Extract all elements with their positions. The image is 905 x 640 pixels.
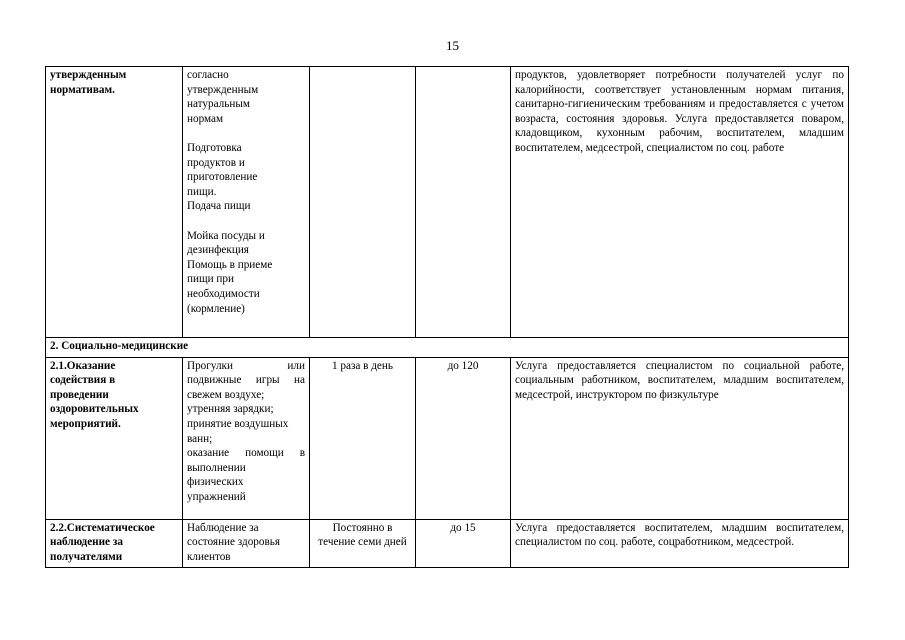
services-table: [45, 66, 849, 568]
blank-line: [187, 214, 305, 229]
cost-cell: до 15: [416, 519, 511, 568]
section-heading: 2. Социально-медицинские: [46, 338, 849, 358]
action-line: Наблюдение за: [187, 521, 259, 534]
action-line: пищи.: [187, 185, 217, 198]
action-line: Мойка посуды и: [187, 229, 265, 242]
frequency-cell: 1 раза в день: [310, 357, 416, 519]
service-name-cell: [46, 519, 183, 568]
action-line: утренняя зарядки;: [187, 403, 274, 416]
service-name-cell: [46, 67, 183, 338]
action-line: Подача пищи: [187, 200, 251, 213]
action-line: физических: [187, 476, 244, 489]
table-row: [46, 67, 849, 338]
page-number: 15: [446, 38, 459, 53]
service-name-line: 2.1.Оказание: [50, 359, 116, 372]
action-line: состояние здоровья: [187, 536, 281, 549]
service-actions-cell: [183, 519, 310, 568]
service-actions-cell: [183, 357, 310, 519]
action-line: ванн;: [187, 432, 213, 445]
service-name-line: проведении: [50, 388, 109, 401]
action-line: дезинфекция: [187, 244, 249, 257]
service-name-line: нормативам.: [50, 83, 115, 96]
frequency-cell: Постоянно в течение семи дней: [310, 519, 416, 568]
service-name-line: мероприятий.: [50, 417, 121, 430]
action-line: утвержденным: [187, 83, 259, 96]
action-line: согласно: [187, 69, 229, 81]
section-row: [46, 338, 849, 358]
action-line: приготовление: [187, 171, 258, 184]
action-line: Прогулки или подвижные игры на свежем воздухе;: [187, 359, 305, 401]
service-actions-cell: [183, 67, 310, 338]
service-name-line: получателями: [50, 550, 123, 563]
action-line: выполнении: [187, 461, 246, 474]
quality-cell: продуктов, удовлетворяет потребности получателей услуг по калорийности, соответствует установленным нормам питания, санитарно-гигиеническим требованиям и предоставляется с учетом возраста, состояния здоровья. Услуга предоставляется поваром, кладовщиком, кухонным рабочим, воспитателем, младшим воспитателем, медсестрой, специалистом по соц. работе: [511, 67, 849, 338]
service-name-line: 2.2.Систематическое: [50, 521, 155, 534]
table-row: [46, 519, 849, 568]
blank-line: [187, 126, 305, 141]
cost-cell: до 120: [416, 357, 511, 519]
action-line: Подготовка: [187, 141, 242, 154]
quality-cell: Услуга предоставляется специалистом по социальной работе, социальным работником, воспитателем, младшим воспитателем, медсестрой, инструктором по физкультуре: [511, 357, 849, 519]
action-line: пищи при: [187, 273, 234, 286]
table-row: [46, 357, 849, 519]
action-line: Помощь в приеме: [187, 258, 273, 271]
service-name-line: оздоровительных: [50, 403, 139, 416]
action-line: нормам: [187, 112, 224, 125]
action-line: (кормление): [187, 302, 245, 315]
frequency-cell: [310, 67, 416, 338]
action-line: оказание помощи в: [187, 447, 305, 460]
quality-cell: Услуга предоставляется воспитателем, младшим воспитателем, специалистом по соц. работе, соцработником, медсестрой.: [511, 519, 849, 568]
action-line: принятие воздушных: [187, 417, 289, 430]
service-name-line: наблюдение за: [50, 536, 123, 549]
service-name-cell: [46, 357, 183, 519]
action-line: клиентов: [187, 550, 231, 563]
action-line: необходимости: [187, 287, 260, 300]
service-name-line: утвержденным: [50, 69, 127, 81]
action-line: продуктов и: [187, 156, 245, 169]
service-name-line: содействия в: [50, 374, 116, 387]
cost-cell: [416, 67, 511, 338]
action-line: натуральным: [187, 98, 250, 111]
action-line: упражнений: [187, 490, 246, 503]
